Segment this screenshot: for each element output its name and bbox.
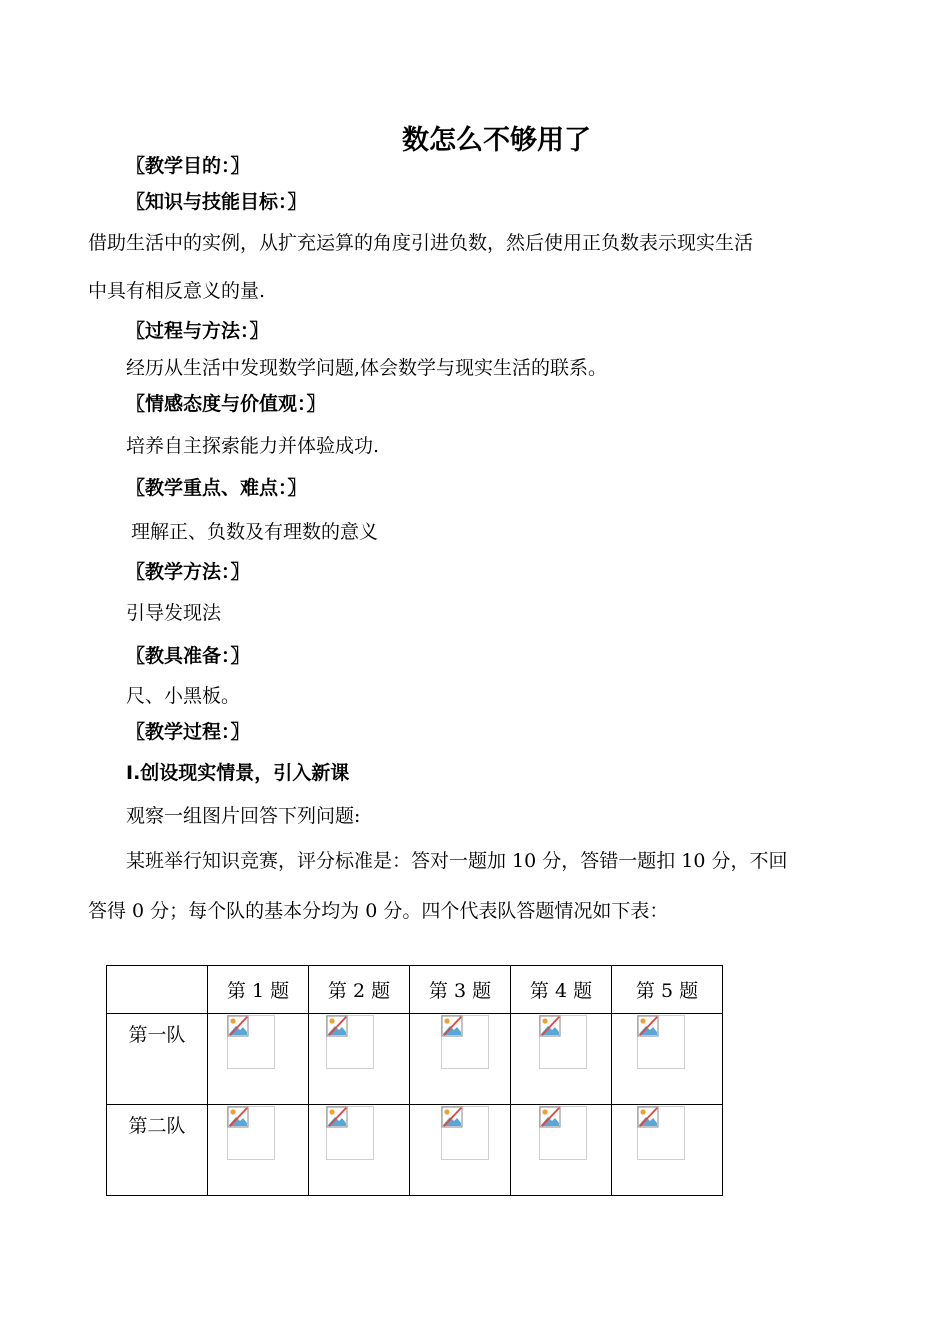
row-label: 第一队	[128, 1024, 186, 1046]
table-row	[107, 1105, 723, 1196]
tools-text: 尺、小黑板。	[126, 685, 241, 707]
broken-image-icon	[326, 1106, 374, 1160]
broken-image-icon	[441, 1015, 489, 1069]
knowledge-text-line1: 借助生活中的实例，从扩充运算的角度引进负数，然后使用正负数表示现实生活	[88, 232, 754, 254]
step1-heading: Ⅰ.创设现实情景，引入新课	[126, 762, 350, 784]
table-header-row	[107, 966, 723, 1014]
image-cell	[309, 1014, 410, 1105]
broken-image-icon	[539, 1106, 587, 1160]
page-title: 数怎么不够用了	[402, 125, 591, 156]
table-row	[107, 1014, 723, 1105]
broken-image-icon	[227, 1015, 275, 1069]
image-cell	[410, 1105, 511, 1196]
broken-image-icon	[637, 1015, 685, 1069]
image-cell	[208, 1105, 309, 1196]
section-heading-emotion: 〖情感态度与价值观：〗	[126, 393, 326, 415]
table-header-cell: 第 5 题	[612, 966, 723, 1014]
row-label-cell	[107, 1014, 208, 1105]
broken-image-icon	[441, 1106, 489, 1160]
section-heading-knowledge: 〖知识与技能目标：〗	[126, 191, 307, 213]
image-cell	[612, 1105, 723, 1196]
table-corner-cell	[107, 966, 208, 1014]
image-cell	[511, 1105, 612, 1196]
broken-image-icon	[539, 1015, 587, 1069]
section-heading-steps: 〖教学过程：〗	[126, 721, 250, 743]
focus-text: 理解正、负数及有理数的意义	[131, 521, 379, 543]
image-cell	[612, 1014, 723, 1105]
image-cell	[208, 1014, 309, 1105]
contest-table	[106, 965, 723, 1196]
table-header-cell: 第 4 题	[511, 966, 612, 1014]
broken-image-icon	[326, 1015, 374, 1069]
row-label: 第二队	[128, 1115, 186, 1137]
section-heading-goal: 〖教学目的：〗	[126, 155, 250, 177]
section-heading-focus: 〖教学重点、难点：〗	[126, 477, 307, 499]
emotion-text: 培养自主探索能力并体验成功.	[126, 435, 380, 457]
knowledge-text-line2: 中具有相反意义的量.	[88, 280, 266, 302]
contest-text-line2: 答得 0 分；每个队的基本分均为 0 分。四个代表队答题情况如下表：	[88, 900, 669, 922]
broken-image-icon	[227, 1106, 275, 1160]
table-header-cell: 第 2 题	[309, 966, 410, 1014]
step1-text: 观察一组图片回答下列问题:	[126, 805, 361, 827]
section-heading-method: 〖教学方法：〗	[126, 561, 250, 583]
image-cell	[309, 1105, 410, 1196]
contest-text-line1: 某班举行知识竞赛，评分标准是：答对一题加 10 分，答错一题扣 10 分，不回	[126, 850, 788, 872]
section-heading-process: 〖过程与方法：〗	[126, 320, 269, 342]
table-header-cell: 第 1 题	[208, 966, 309, 1014]
image-cell	[410, 1014, 511, 1105]
image-cell	[511, 1014, 612, 1105]
broken-image-icon	[637, 1106, 685, 1160]
row-label-cell	[107, 1105, 208, 1196]
process-text: 经历从生活中发现数学问题,体会数学与现实生活的联系。	[126, 357, 608, 379]
method-text: 引导发现法	[126, 602, 222, 624]
table-header-cell: 第 3 题	[410, 966, 511, 1014]
section-heading-tools: 〖教具准备：〗	[126, 645, 250, 667]
